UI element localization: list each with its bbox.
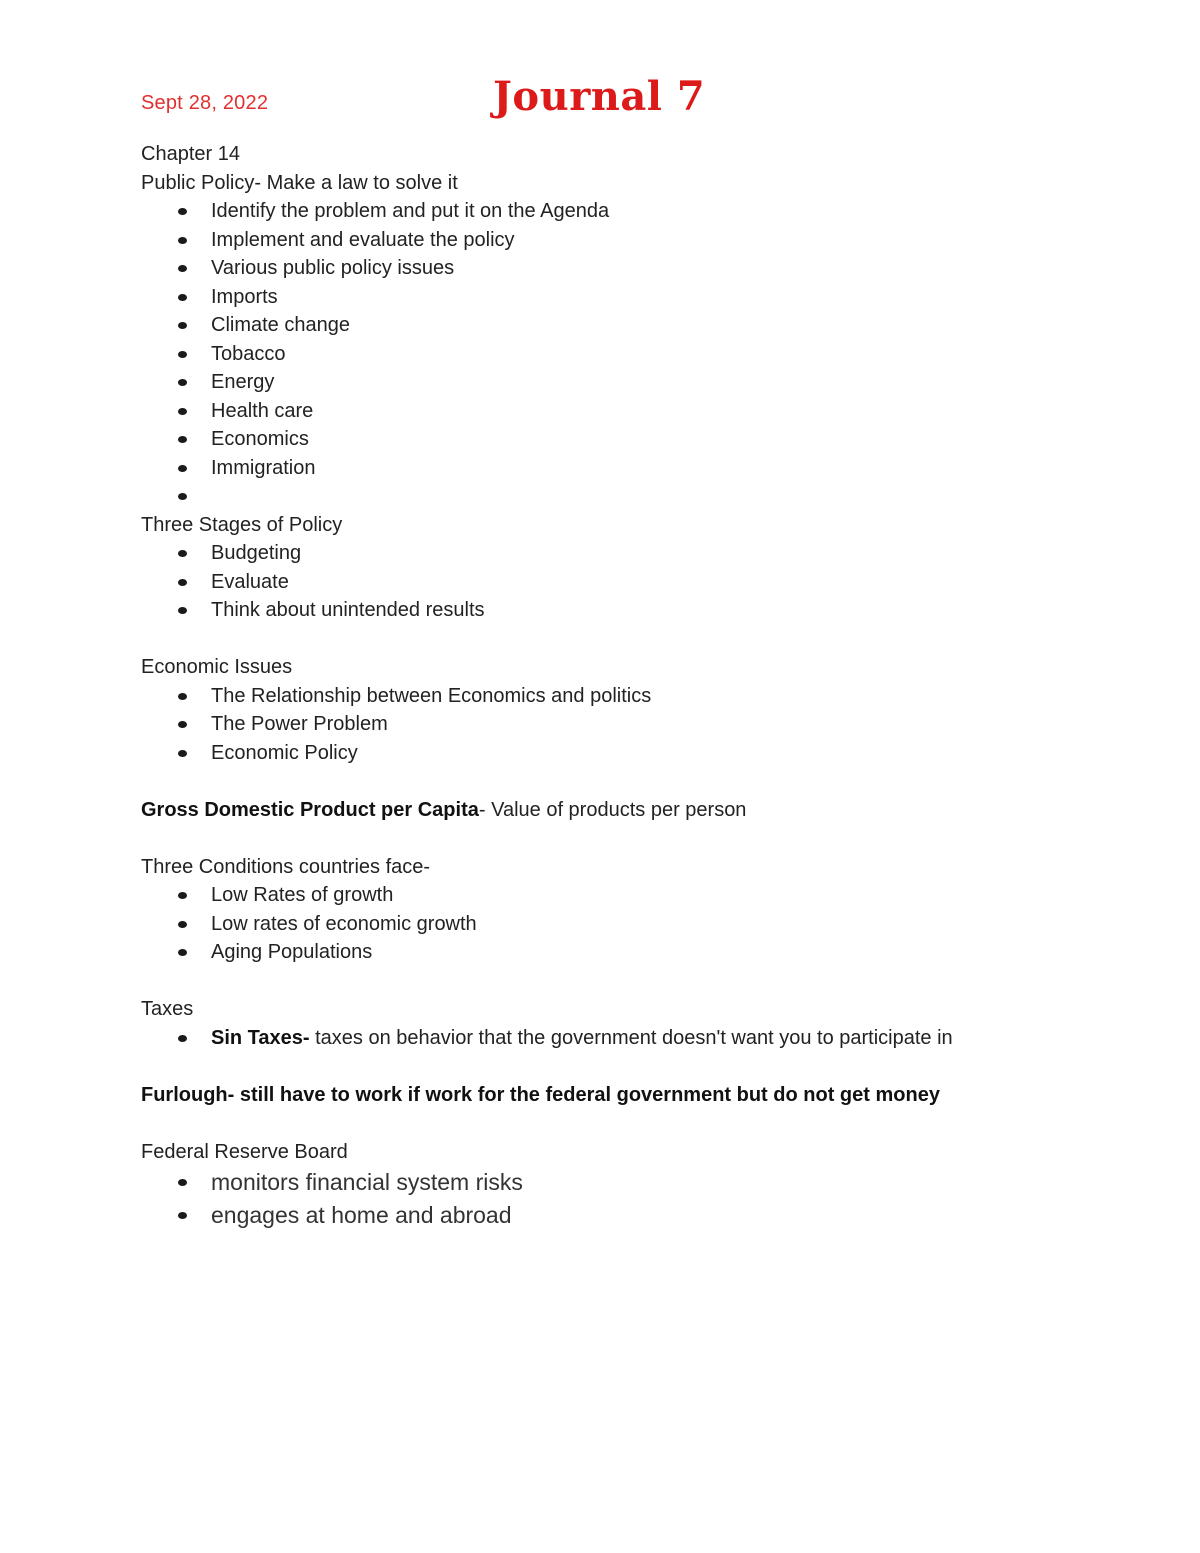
bullet-icon	[178, 351, 187, 358]
list-item-text: Health care	[211, 399, 314, 422]
list-item-text: Think about unintended results	[211, 599, 485, 621]
notes-body	[141, 140, 1141, 1232]
furlough-definition: Furlough- still have to work if work for the federal government but do not get money	[141, 1083, 940, 1106]
taxes-heading: Taxes	[141, 998, 194, 1020]
list-item	[141, 226, 1141, 255]
journal-date: Sept 28, 2022	[141, 92, 269, 114]
federal-reserve-heading: Federal Reserve Board	[141, 1140, 348, 1163]
journal-title: Journal 7	[493, 73, 706, 120]
list-item-text: The Relationship between Economics and politics	[211, 684, 652, 707]
spacer	[141, 1109, 1141, 1138]
list-item	[141, 254, 1141, 283]
three-stages-heading: Three Stages of Policy	[141, 513, 343, 536]
list-item-text: Identify the problem and put it on the Agenda	[211, 200, 610, 222]
bullet-icon	[178, 1212, 187, 1219]
bullet-icon	[178, 237, 187, 244]
gdp-definition-text: - Value of products per person	[478, 798, 747, 821]
list-item	[141, 340, 1141, 369]
list-item-text: Energy	[211, 371, 275, 393]
list-item-text: The Power Problem	[211, 713, 388, 735]
list-item	[141, 539, 1141, 568]
bullet-icon	[178, 607, 187, 614]
list-item	[141, 283, 1141, 312]
bullet-icon	[178, 265, 187, 272]
list-item-text: Budgeting	[211, 542, 302, 564]
spacer	[141, 767, 1141, 796]
list-item	[141, 596, 1141, 625]
list-item	[141, 739, 1141, 768]
list-item-text: Tobacco	[211, 342, 286, 365]
bullet-icon	[178, 465, 187, 472]
list-item	[141, 454, 1141, 483]
list-item-text: Low rates of economic growth	[211, 912, 477, 935]
list-item	[141, 568, 1141, 597]
bullet-icon	[178, 322, 187, 329]
public-policy-heading: Public Policy- Make a law to solve it	[141, 171, 458, 194]
list-item-text: Evaluate	[211, 570, 289, 593]
bullet-icon	[178, 949, 187, 956]
list-item-text: Imports	[211, 285, 278, 308]
list-item	[141, 710, 1141, 739]
bullet-icon	[178, 1179, 187, 1186]
bullet-icon	[178, 892, 187, 899]
list-item-text: Aging Populations	[211, 941, 373, 963]
list-item	[141, 910, 1141, 939]
bullet-icon	[178, 693, 187, 700]
list-item-text: monitors financial system risks	[211, 1169, 523, 1195]
list-item-text: Immigration	[211, 456, 316, 479]
bullet-icon	[178, 379, 187, 386]
list-item-text: Various public policy issues	[211, 257, 455, 279]
sin-taxes-term: Sin Taxes-	[211, 1026, 310, 1049]
chapter-heading: Chapter 14	[141, 143, 240, 165]
bullet-icon	[178, 550, 187, 557]
bullet-icon	[178, 208, 187, 215]
list-item	[141, 425, 1141, 454]
taxes-list	[141, 1024, 1141, 1053]
spacer	[141, 1052, 1141, 1081]
list-item-text: Climate change	[211, 314, 350, 336]
spacer	[141, 824, 1141, 853]
three-stages-list	[141, 539, 1141, 625]
list-item-text: Implement and evaluate the policy	[211, 228, 515, 251]
bullet-icon	[178, 1035, 187, 1042]
list-item	[141, 397, 1141, 426]
list-item	[141, 197, 1141, 226]
list-item	[141, 311, 1141, 340]
list-item	[141, 881, 1141, 910]
list-item	[141, 1024, 1141, 1053]
federal-reserve-list	[141, 1166, 1141, 1232]
bullet-icon	[178, 294, 187, 301]
list-item	[141, 1199, 1141, 1232]
list-item	[141, 1166, 1141, 1199]
bullet-icon	[178, 579, 187, 586]
list-item-text: Low Rates of growth	[211, 884, 394, 906]
public-policy-list	[141, 197, 1141, 511]
spacer	[141, 625, 1141, 654]
list-item-text: Economics	[211, 428, 309, 450]
list-item-text: Economic Policy	[211, 741, 358, 764]
gdp-definition	[141, 796, 1141, 825]
gdp-term: Gross Domestic Product per Capita	[141, 798, 479, 821]
list-item-text: engages at home and abroad	[211, 1202, 512, 1228]
bullet-icon	[178, 436, 187, 443]
economic-issues-list	[141, 682, 1141, 768]
three-conditions-list	[141, 881, 1141, 967]
bullet-icon	[178, 750, 187, 757]
economic-issues-heading: Economic Issues	[141, 656, 293, 678]
three-conditions-heading: Three Conditions countries face-	[141, 855, 431, 878]
list-item-empty	[141, 482, 1141, 511]
bullet-icon	[178, 921, 187, 928]
list-item	[141, 938, 1141, 967]
spacer	[141, 967, 1141, 996]
bullet-icon	[178, 721, 187, 728]
list-item	[141, 368, 1141, 397]
sin-taxes-definition: taxes on behavior that the government doesn't want you to participate in	[309, 1026, 953, 1049]
bullet-icon	[178, 493, 187, 500]
list-item	[141, 682, 1141, 711]
bullet-icon	[178, 408, 187, 415]
